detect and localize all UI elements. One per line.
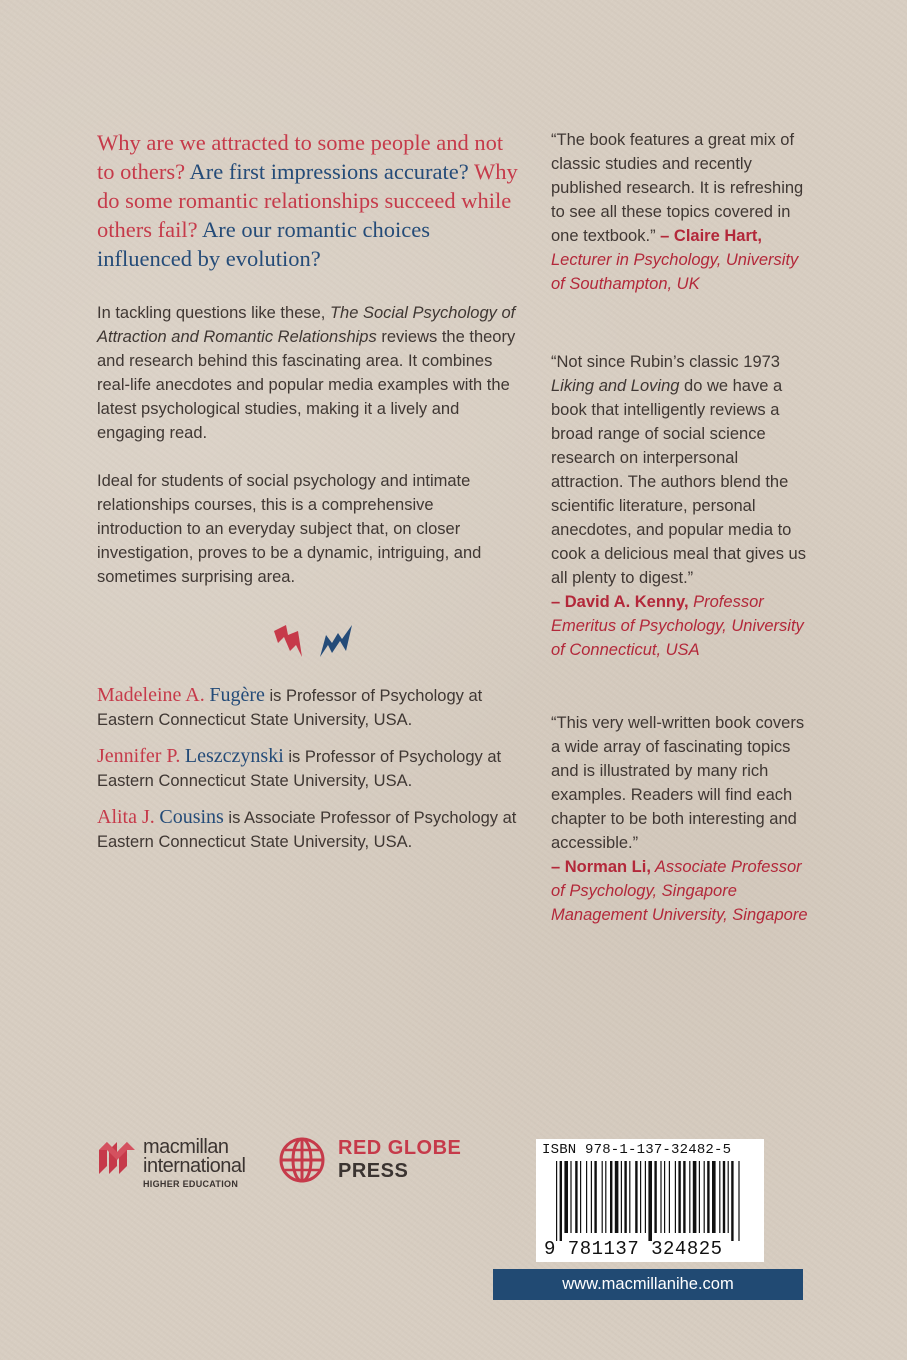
barcode-bar bbox=[560, 1161, 562, 1241]
barcode-bar bbox=[624, 1161, 626, 1233]
barcode-bar bbox=[640, 1161, 641, 1233]
barcode-bar bbox=[675, 1161, 676, 1233]
question-4: Are our romantic choices influenced by evolution? bbox=[97, 217, 431, 271]
review-1 bbox=[551, 128, 813, 296]
red-lightning-icon bbox=[272, 621, 308, 661]
question-1: Why are we attracted to some people and not to others? bbox=[97, 130, 504, 184]
question-3: Why do some romantic relationships succeed while others fail? bbox=[97, 159, 518, 242]
author-3-last: Cousins bbox=[159, 806, 224, 828]
barcode-bar bbox=[648, 1161, 652, 1241]
barcode-bar bbox=[586, 1161, 587, 1233]
barcode-bar bbox=[594, 1161, 596, 1233]
intro-paragraph-2: Ideal for students of social psychology and intimate relationships courses, this is a comprehensive introduction to an everyday subject that, on closer investigation, proves to be a dynamic, intriguing, and sometimes surprising area. bbox=[97, 472, 482, 586]
macmillan-name: macmillan bbox=[143, 1136, 229, 1158]
barcode-bar bbox=[556, 1161, 557, 1241]
barcode-bar bbox=[564, 1161, 568, 1233]
review-2-quote-end: do we have a book that intelligently reviews a broad range of social science research on interpersonal attraction. The authors blend the scientific literature, personal anecdotes, and popular media to cook a delicious meal that gives us all plenty to digest.” bbox=[551, 377, 806, 587]
macmillan-m-icon bbox=[97, 1138, 137, 1176]
intro-p1-start: In tackling questions like these, bbox=[97, 304, 330, 322]
left-column bbox=[97, 128, 522, 854]
barcode-bar bbox=[605, 1161, 606, 1233]
review-1-quote: “The book features a great mix of classic studies and recently published research. It is refreshing to see all these topics covered in one textbook.” bbox=[551, 131, 804, 245]
author-3-first: Alita J. bbox=[97, 806, 155, 828]
review-3-quote: “This very well-written book covers a wide array of fascinating topics and is illustrated by many rich examples. Readers will find each chapter to be both interesting and accessible.” bbox=[551, 714, 805, 852]
review-3 bbox=[551, 711, 813, 927]
review-2-name: – David A. Kenny, bbox=[551, 593, 689, 611]
review-3-title: Associate Professor of Psychology, Singapore Management University, Singapore bbox=[551, 858, 808, 924]
barcode-bar bbox=[660, 1161, 661, 1233]
barcode-bar bbox=[728, 1161, 729, 1233]
intro-p1-end: reviews the theory and research behind this fascinating area. It combines real-life anecdotes and popular media examples with the latest psychological studies, making it a lively and engaging read. bbox=[97, 328, 516, 442]
barcode-bar bbox=[731, 1161, 733, 1241]
review-2 bbox=[551, 350, 813, 662]
review-3-name: – Norman Li, bbox=[551, 858, 651, 876]
barcode-number: 9 781137 324825 bbox=[544, 1238, 723, 1260]
macmillan-name-2: international bbox=[143, 1155, 246, 1177]
macmillan-subtitle: HIGHER EDUCATION bbox=[143, 1179, 239, 1189]
barcode-bar bbox=[738, 1161, 739, 1241]
barcode-bar bbox=[664, 1161, 665, 1233]
barcode-bar bbox=[712, 1161, 716, 1233]
barcode-bar bbox=[635, 1161, 637, 1233]
barcode-bar bbox=[629, 1161, 630, 1233]
barcode-bar bbox=[719, 1161, 720, 1233]
barcode-bar bbox=[645, 1161, 646, 1233]
review-1-name: – Claire Hart, bbox=[655, 227, 762, 245]
website-url[interactable]: www.macmillanihe.com bbox=[493, 1269, 803, 1300]
barcode-bar bbox=[610, 1161, 612, 1233]
author-bio-1 bbox=[97, 683, 522, 732]
review-2-book-title: Liking and Loving bbox=[551, 377, 680, 395]
barcode-bar bbox=[683, 1161, 685, 1233]
lightning-bolts bbox=[272, 621, 522, 661]
review-2-title: Professor Emeritus of Psychology, University of Connecticut, USA bbox=[551, 593, 804, 659]
barcode-bar bbox=[570, 1161, 571, 1233]
barcode-bar bbox=[591, 1161, 592, 1233]
author-1-last: Fugère bbox=[209, 684, 265, 706]
barcode-bar bbox=[580, 1161, 581, 1233]
publisher-logos bbox=[97, 1136, 477, 1196]
barcode-bar bbox=[704, 1161, 705, 1233]
author-2-bio: is Professor of Psychology at Eastern Connecticut State University, USA. bbox=[97, 748, 502, 790]
barcode-bar bbox=[689, 1161, 690, 1233]
author-bio-2 bbox=[97, 744, 522, 793]
barcode-bar bbox=[654, 1161, 656, 1233]
barcode-bar bbox=[621, 1161, 622, 1233]
author-3-bio: is Associate Professor of Psychology at Eastern Connecticut State University, USA. bbox=[97, 809, 517, 851]
isbn-barcode bbox=[536, 1139, 764, 1262]
barcode-bar bbox=[693, 1161, 697, 1233]
review-1-title: Lecturer in Psychology, University of Southampton, UK bbox=[551, 251, 799, 293]
author-2-last: Leszczynski bbox=[184, 745, 284, 767]
barcode-bar bbox=[615, 1161, 619, 1233]
red-globe-text: RED GLOBE bbox=[338, 1137, 462, 1159]
author-1-first: Madeleine A. bbox=[97, 684, 205, 706]
barcode-bar bbox=[669, 1161, 670, 1233]
question-2: Are first impressions accurate? bbox=[189, 159, 469, 184]
isbn-label: ISBN 978-1-137-32482-5 bbox=[542, 1142, 732, 1158]
book-title: The Social Psychology of Attraction and Romantic Relationships bbox=[97, 304, 516, 346]
intro-paragraph-1 bbox=[97, 301, 522, 445]
barcode-bar bbox=[678, 1161, 680, 1233]
question-block bbox=[97, 128, 522, 273]
review-2-quote-start: “Not since Rubin’s classic 1973 bbox=[551, 353, 780, 371]
barcode-bar bbox=[575, 1161, 577, 1233]
author-1-bio: is Professor of Psychology at Eastern Connecticut State University, USA. bbox=[97, 687, 483, 729]
barcode-bar bbox=[723, 1161, 725, 1233]
red-globe-press-logo bbox=[278, 1136, 461, 1184]
right-column bbox=[551, 128, 813, 927]
author-bio-3 bbox=[97, 805, 522, 854]
blue-lightning-icon bbox=[318, 621, 354, 661]
macmillan-logo bbox=[97, 1138, 245, 1189]
press-text: PRESS bbox=[338, 1160, 409, 1182]
barcode-bar bbox=[707, 1161, 709, 1233]
author-2-first: Jennifer P. bbox=[97, 745, 181, 767]
barcode-bars bbox=[542, 1161, 758, 1241]
barcode-bar bbox=[602, 1161, 603, 1233]
globe-icon bbox=[278, 1136, 326, 1184]
barcode-bar bbox=[699, 1161, 700, 1233]
